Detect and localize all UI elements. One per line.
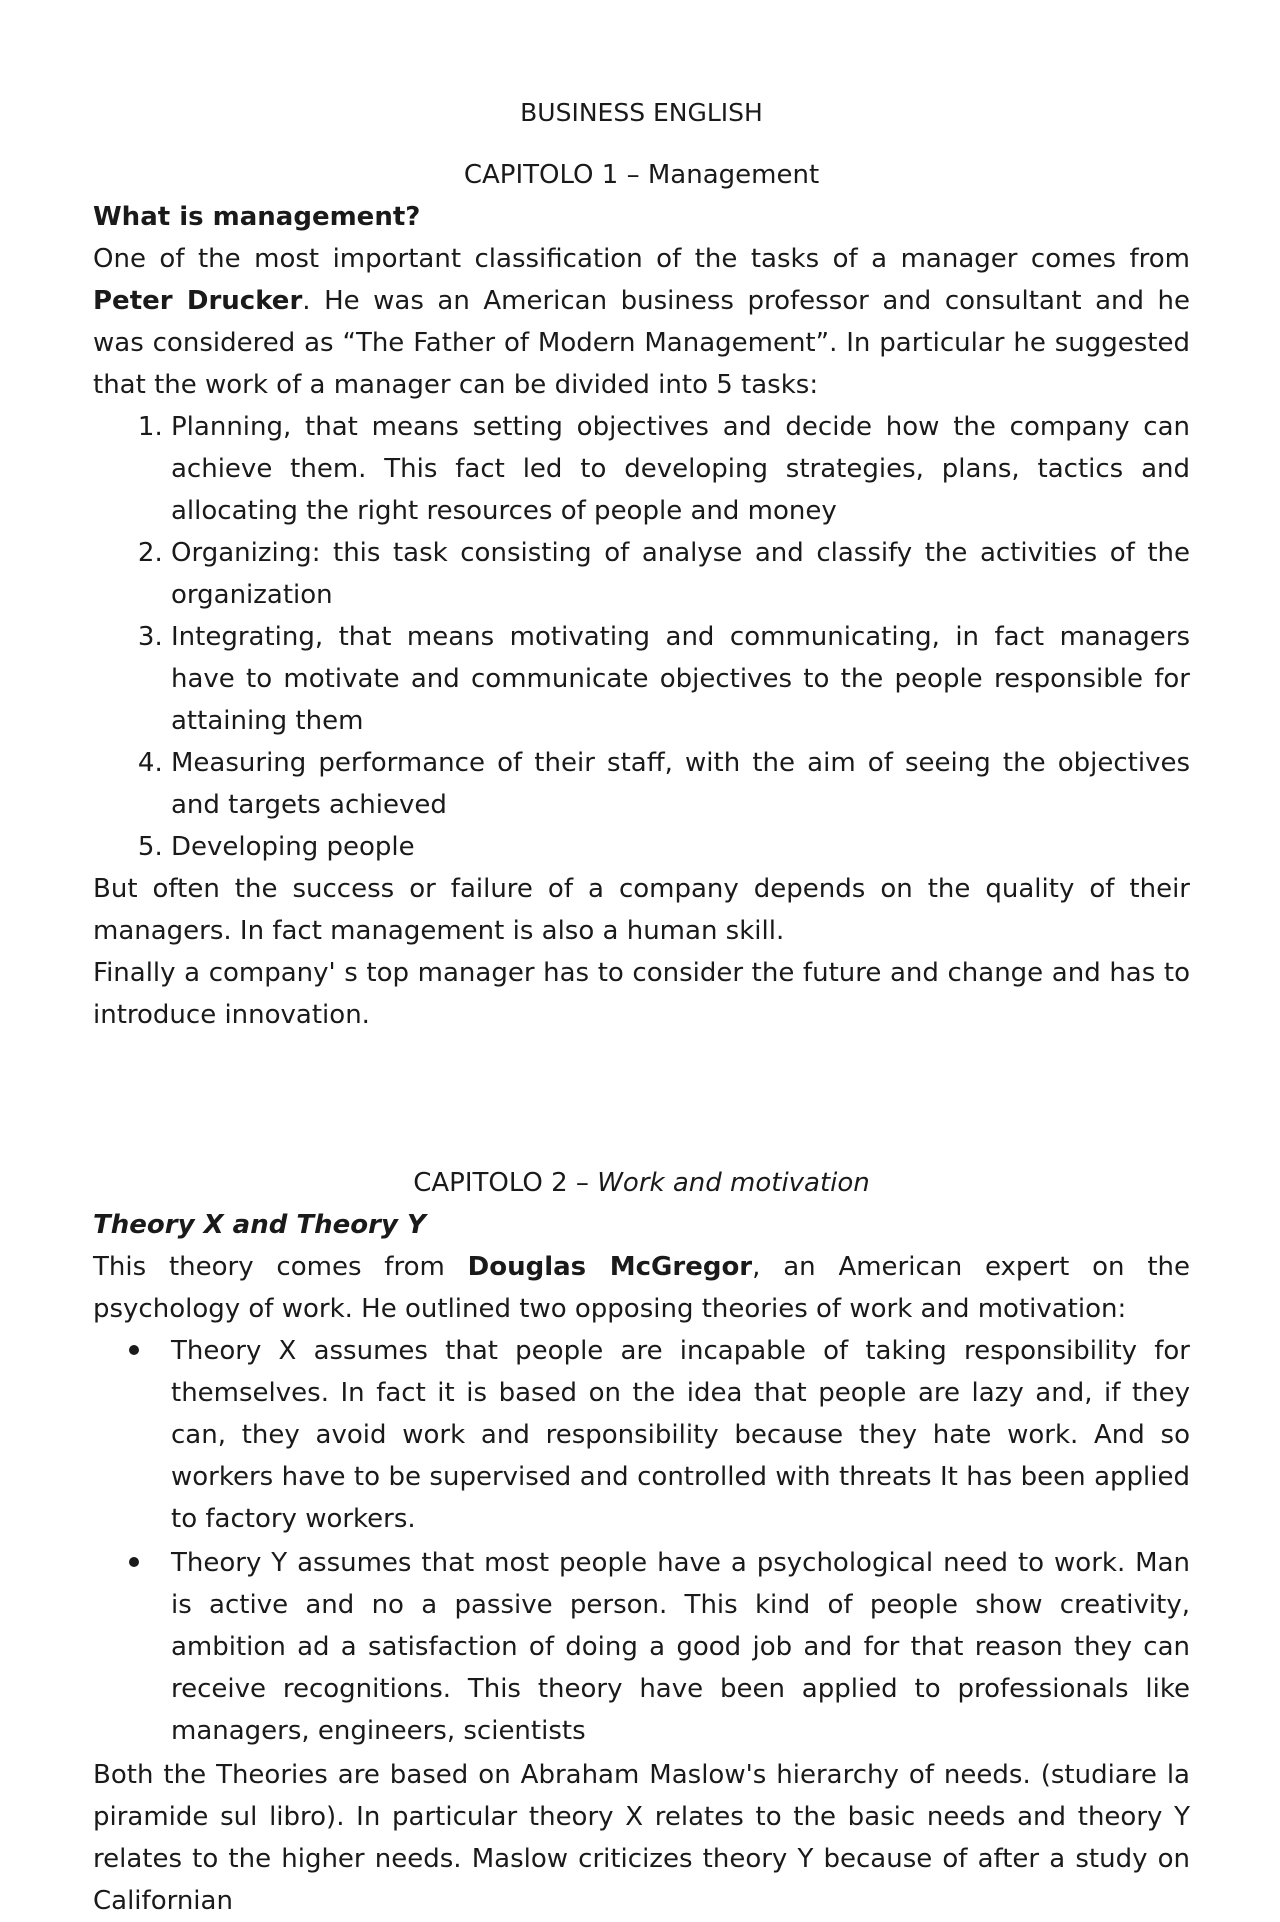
chapter-1-closing-paragraph-1: But often the success or failure of a company depends on the quality of their managers. In fact management is also a human skill. <box>93 874 1190 946</box>
task-item: 3. Integrating, that means motivating and communicating, in fact managers have to motivate and communicate objectives to the people responsible for attaining them <box>171 616 1190 742</box>
chapter-1-closing-paragraph-2: Finally a company' s top manager has to consider the future and change and has to introduce innovation. <box>93 958 1190 1030</box>
chapter-2-heading-prefix: CAPITOLO 2 – <box>413 1168 598 1198</box>
chapter-spacer <box>93 1036 1190 1162</box>
person-peter-drucker: Peter Drucker <box>93 286 303 316</box>
chapter-1-intro-part1: One of the most important classification of the tasks of a manager comes from <box>93 244 1190 274</box>
theory-item: Theory X assumes that people are incapable of taking responsibility for themselves. In fact it is based on the idea that people are lazy and, if they can, they avoid work and responsibility because they hate work. And so workers have to be supervised and controlled with threats It has been applied to factory workers. <box>171 1330 1190 1540</box>
chapter-1-heading-subject: Management <box>647 160 820 190</box>
theory-item: Theory Y assumes that most people have a psychological need to work. Man is active and no a passive person. This kind of people show creativity, ambition ad a satisfaction of doing a good job and for that reason they can receive recognitions. This theory have been applied to professionals like managers, engineers, scientists <box>171 1542 1190 1752</box>
document-title: BUSINESS ENGLISH <box>520 98 763 127</box>
chapter-2-intro-part1: This theory comes from <box>93 1252 468 1282</box>
chapter-1-heading-prefix: CAPITOLO 1 – <box>463 160 648 190</box>
document-page <box>93 92 1190 1922</box>
task-item: 1. Planning, that means setting objectives and decide how the company can achieve them. This fact led to developing strategies, plans, tactics and allocating the right resources of people and money <box>171 406 1190 532</box>
chapter-2-heading <box>93 1162 1190 1204</box>
chapter-2-heading-subject: Work and motivation <box>597 1168 870 1198</box>
section-title-theory-x-y: Theory X and Theory Y <box>93 1210 426 1240</box>
chapter-2-intro <box>93 1246 1190 1330</box>
task-item: 4. Measuring performance of their staff, with the aim of seeing the objectives and targets achieved <box>171 742 1190 826</box>
theories-list <box>93 1330 1190 1752</box>
chapter-1-intro-part2: . He was an American business professor and consultant and he was considered as “The Father of Modern Management”. In particular he suggested that the work of a manager can be divided into 5 tasks: <box>93 286 1190 400</box>
chapter-1-heading <box>93 154 1190 196</box>
section-title-what-is-management: What is management? <box>93 202 421 232</box>
chapter-2-intro-part2: , an American expert on the psychology of work. He outlined two opposing theories of work and motivation: <box>93 1252 1190 1324</box>
chapter-1-intro <box>93 238 1190 406</box>
chapter-2-closing-paragraph: Both the Theories are based on Abraham Maslow's hierarchy of needs. (studiare la piramide sul libro). In particular theory X relates to the basic needs and theory Y relates to the higher needs. Maslow criticizes theory Y because of after a study on Californian <box>93 1760 1190 1916</box>
task-item: 2. Organizing: this task consisting of analyse and classify the activities of the organization <box>171 532 1190 616</box>
person-douglas-mcgregor: Douglas McGregor <box>467 1252 753 1282</box>
manager-tasks-list <box>93 406 1190 868</box>
task-item: 5. Developing people <box>171 826 1190 868</box>
